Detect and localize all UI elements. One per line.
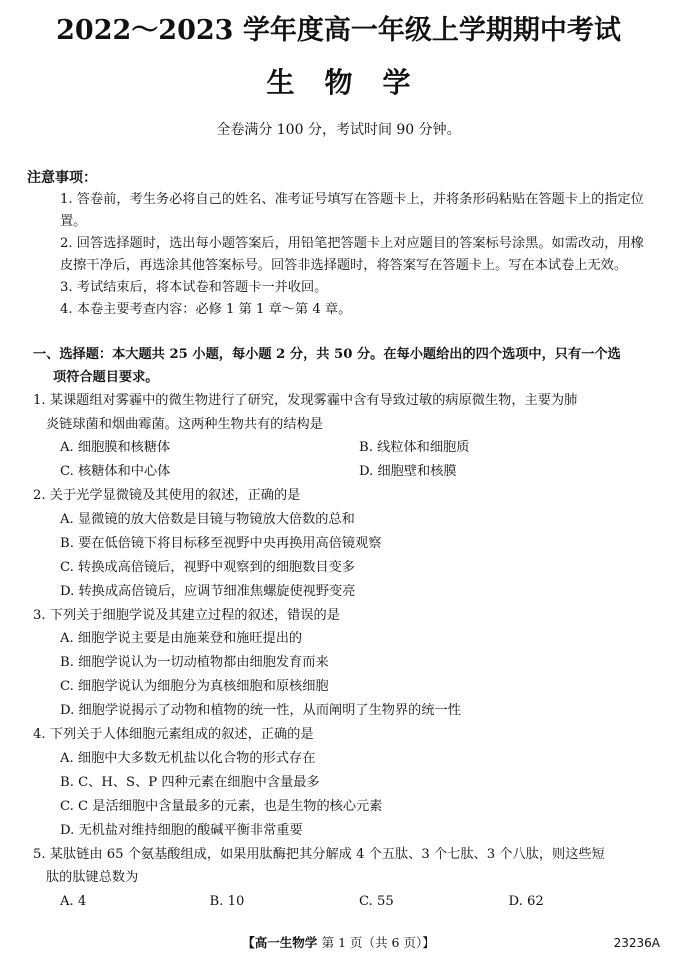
option-d: D. 细胞壁和核膜 — [359, 464, 457, 479]
footer-exam-code: 23236A — [613, 936, 660, 950]
stem-line: 炎链球菌和烟曲霉菌。这两种生物共有的结构是 — [46, 416, 323, 432]
option-d: D. 转换成高倍镜后，应调节细准焦螺旋使视野变亮 — [60, 583, 356, 599]
question-3 — [33, 604, 658, 724]
question-2 — [33, 484, 658, 604]
stem-line: 肽的肽键总数为 — [46, 870, 139, 885]
section-heading — [33, 343, 658, 389]
option-d: D. 细胞学说揭示了动物和植物的统一性，从而阐明了生物界的统一性 — [60, 703, 461, 718]
question-5 — [33, 843, 658, 914]
question-4 — [33, 723, 658, 843]
notice-item-2: 2. 回答选择题时，选出每小题答案后，用铅笔把答题卡上对应题目的答案标号涂黑。如需改动，用橡皮擦干净后，再选涂其他答案标号。回答非选择题时，将答案写在答题卡上。写在本试卷上无效。 — [60, 236, 644, 273]
option-a: A. 细胞膜和核糖体 — [60, 440, 171, 455]
question-stem: 4. 下列关于人体细胞元素组成的叙述，正确的是 — [33, 727, 314, 742]
option-b: B. 要在低倍镜下将目标移至视野中央再换用高倍镜观察 — [60, 535, 382, 551]
section-heading-line1: 一、选择题：本大题共 25 小题，每小题 2 分，共 50 分。在每小题给出的四个选项中，只有一个选 — [33, 347, 621, 362]
option-b: B. C、H、S、P 四种元素在细胞中含量最多 — [60, 774, 320, 790]
exam-title: 2022～2023 学年度高一年级上学期期中考试 — [56, 15, 621, 46]
question-stem: 2. 关于光学显微镜及其使用的叙述，正确的是 — [33, 488, 301, 503]
option-a: A. 细胞学说主要是由施莱登和施旺提出的 — [60, 631, 303, 646]
option-c: C. 核糖体和中心体 — [60, 464, 171, 479]
notice-block — [27, 167, 657, 321]
question-stem — [33, 389, 658, 436]
option-b: B. 细胞学说认为一切动植物都由细胞发育而来 — [60, 655, 329, 670]
option-d: D. 62 — [508, 893, 544, 909]
option-b: B. 线粒体和细胞质 — [359, 440, 470, 455]
question-stem — [33, 843, 658, 890]
options-row — [33, 436, 658, 460]
section-choice — [33, 343, 658, 914]
option-b: B. 10 — [209, 893, 245, 909]
footer-page-number: 第 1 页（共 6 页）】 — [321, 935, 435, 950]
option-c: C. 细胞学说认为细胞分为真核细胞和原核细胞 — [60, 679, 329, 694]
stem-line: 1. 某课题组对雾霾中的微生物进行了研究，发现雾霾中含有导致过敏的病原微生物，主要为肺 — [33, 393, 578, 408]
subject-title: 生物学 — [266, 66, 441, 99]
option-a: A. 4 — [60, 893, 87, 909]
option-c: C. C 是活细胞中含量最多的元素，也是生物的核心元素 — [60, 798, 383, 814]
options-row — [33, 890, 658, 914]
option-c: C. 转换成高倍镜后，视野中观察到的细胞数目变多 — [60, 559, 355, 575]
notice-item-4: 4. 本卷主要考查内容：必修 1 第 1 章～第 4 章。 — [60, 302, 352, 317]
question-stem: 3. 下列关于细胞学说及其建立过程的叙述，错误的是 — [33, 607, 340, 623]
options-row — [33, 460, 658, 484]
notice-item-3: 3. 考试结束后，将本试卷和答题卡一并收回。 — [60, 280, 328, 295]
page-footer — [0, 932, 677, 954]
exam-info: 全卷满分 100 分，考试时间 90 分钟。 — [216, 122, 461, 138]
option-d: D. 无机盐对维持细胞的酸碱平衡非常重要 — [60, 822, 303, 838]
stem-line: 5. 某肽链由 65 个氨基酸组成，如果用肽酶把其分解成 4 个五肽、3 个七肽、3 个八肽，则这些短 — [33, 846, 605, 862]
section-heading-line2: 项符合题目要求。 — [53, 370, 159, 385]
question-1 — [33, 389, 658, 484]
footer-subject: 【高一生物学 — [242, 935, 318, 950]
option-a: A. 显微镜的放大倍数是目镜与物镜放大倍数的总和 — [60, 511, 355, 527]
option-a: A. 细胞中大多数无机盐以化合物的形式存在 — [60, 750, 316, 766]
footer-page-label — [0, 932, 677, 954]
option-c: C. 55 — [359, 893, 394, 909]
notice-heading: 注意事项： — [27, 170, 97, 186]
notice-item-1: 1. 答卷前，考生务必将自己的姓名、准考证号填写在答题卡上，并将条形码粘贴在答题卡上的指定位置。 — [60, 192, 644, 229]
